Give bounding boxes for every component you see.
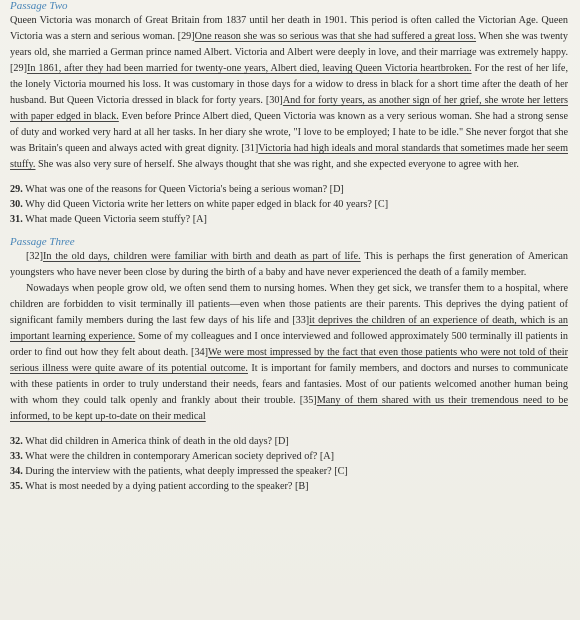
passage-three-heading: Passage Three bbox=[10, 236, 75, 248]
passage-text-segment: It is important for family members, and doctors and nurses to communicate with these patients in order to truly understand their needs, fears and fantasies. Most of our patients welcomed another human being with whom they could talk openly and frankly about their trouble. [35] bbox=[10, 363, 568, 406]
underlined-answer-sentence: And for forty years, as another sign of her grief, she wrote her letters with paper edged in black. bbox=[10, 95, 569, 122]
question-number: 35. bbox=[10, 481, 23, 492]
question-text: What were the children in contemporary American society deprived of? [A] bbox=[22, 451, 334, 462]
passage-text-segment: She was also very sure of herself. She always thought that she was right, and she expected everyone to agree with her. bbox=[35, 159, 519, 170]
question-text: Why did Queen Victoria write her letters on white paper edged in black for 40 years? [C] bbox=[22, 199, 389, 210]
question-number: 32. bbox=[10, 436, 23, 447]
question-number: 33. bbox=[10, 451, 23, 462]
underlined-answer-sentence: Many of them shared with us their tremendous need to be informed, to be kept up-to-date on their medical bbox=[10, 395, 568, 422]
underlined-answer-sentence: We were most impressed by the fact that even those patients who were not told of their serious illness were quite aware of its potential outcome. bbox=[10, 347, 568, 374]
passage-three-paragraph-2 bbox=[10, 281, 568, 425]
passage-two-heading: Passage Two bbox=[10, 0, 68, 12]
passage-text-segment: This is perhaps the first generation of American youngsters who have never been close by during the birth of a baby and have never experienced the death of a family member. bbox=[10, 251, 568, 278]
question-text: What did children in America think of death in the old days? [D] bbox=[22, 436, 289, 447]
passage-three-questions bbox=[10, 434, 568, 494]
question-text: What is most needed by a dying patient according to the speaker? [B] bbox=[22, 481, 309, 492]
question-text: What was one of the reasons for Queen Victoria's being a serious woman? [D] bbox=[22, 184, 344, 195]
passage-text-segment: Some of my colleagues and I once interviewed and followed approximately 500 terminally ill patients in order to find out how they felt about death. [34] bbox=[10, 331, 568, 358]
question-text: What made Queen Victoria seem stuffy? [A] bbox=[22, 214, 207, 225]
question-number: 31. bbox=[10, 214, 23, 225]
question-item bbox=[10, 479, 568, 494]
underlined-answer-sentence: One reason she was so serious was that she had suffered a great loss. bbox=[194, 31, 477, 42]
underlined-answer-sentence: Victoria had high ideals and moral standards that sometimes made her seem stuffy. bbox=[10, 143, 568, 170]
question-number: 30. bbox=[10, 199, 23, 210]
underlined-answer-sentence: In the old days, children were familiar with birth and death as part of life. bbox=[42, 251, 361, 262]
question-item bbox=[10, 212, 568, 227]
question-item bbox=[10, 197, 568, 212]
passage-two-text bbox=[10, 13, 568, 173]
passage-text-segment: Nowadays when people grow old, we often send them to nursing homes. When they get sick, we transfer them to a hospital, where children are forbidden to visit terminally ill patients—even when those patients are their parents. This deprives the dying patient of significant family members during the last few days of his life and [33] bbox=[10, 283, 568, 326]
question-number: 34. bbox=[10, 466, 23, 477]
question-item bbox=[10, 449, 568, 464]
passage-text-segment: When she was twenty years old, she married a German prince named Albert. Victoria and Albert were deeply in love, and their marriage was extremely happy. [29] bbox=[10, 31, 568, 74]
passage-text-segment: For the rest of her life, the lonely Victoria mourned his loss. It was customary in those days for a widow to dress in black for a short time after the death of her husband. But Queen Victoria dressed in black for forty years. [30] bbox=[10, 63, 568, 106]
underlined-answer-sentence: it deprives the children of an experience of death, which is an important learning experience. bbox=[10, 315, 568, 342]
question-text: During the interview with the patients, what deeply impressed the speaker? [C] bbox=[22, 466, 348, 477]
question-item bbox=[10, 464, 568, 479]
underlined-answer-sentence: In 1861, after they had been married for twenty-one years, Albert died, leaving Queen Victoria heartbroken. bbox=[26, 63, 472, 74]
question-item bbox=[10, 182, 568, 197]
passage-three-paragraph-1 bbox=[10, 249, 568, 281]
passage-text-segment: Queen Victoria was monarch of Great Britain from 1837 until her death in 1901. This period is often called the Victorian Age. Queen Victoria was a stern and serious woman. [29] bbox=[10, 15, 568, 42]
passage-text-segment: Even before Prince Albert died, Queen Victoria was known as a very serious woman. She had a strong sense of duty and worked very hard at all her tasks. In her diary she wrote, "I love to be employed; I hate to be idle." She never forgot that she was Britain's queen and always acted with great dignity. [31] bbox=[10, 111, 568, 154]
passage-two-questions bbox=[10, 182, 568, 227]
question-number: 29. bbox=[10, 184, 23, 195]
passage-text-segment: [32] bbox=[26, 251, 43, 262]
question-item bbox=[10, 434, 568, 449]
